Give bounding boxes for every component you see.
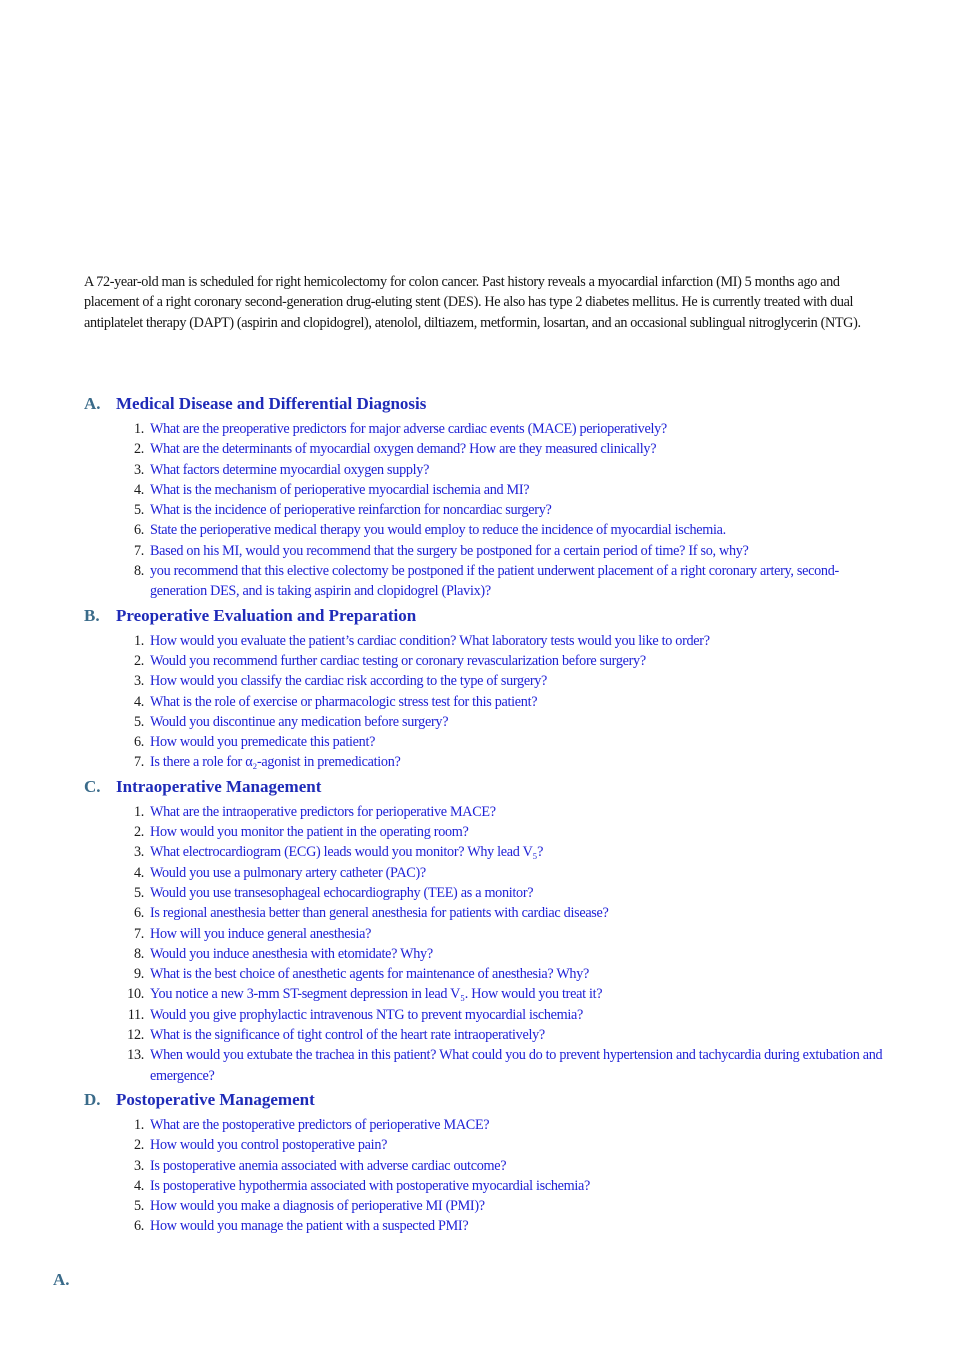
question-text: What are the preoperative predictors for major adverse cardiac events (MACE) perioperatively?	[150, 421, 667, 437]
question-text: How would you monitor the patient in the operating room?	[150, 824, 469, 841]
question-text: Would you recommend further cardiac testing or coronary revascularization before surgery?	[150, 652, 646, 669]
question-number	[84, 1216, 144, 1236]
question-item	[84, 671, 894, 691]
section-b	[84, 606, 894, 773]
question-number	[84, 1196, 144, 1216]
question-number	[84, 712, 144, 732]
question-text: How will you induce general anesthesia?	[150, 925, 372, 942]
question-number	[84, 692, 144, 712]
question-number	[84, 842, 144, 862]
question-text: How would you control postoperative pain?	[150, 1137, 388, 1154]
question-item	[84, 1045, 894, 1086]
section-d	[84, 1090, 894, 1237]
section-title: Medical Disease and Differential Diagnosis	[116, 394, 427, 413]
question-number	[84, 561, 144, 602]
question-item	[84, 732, 894, 752]
question-number	[84, 984, 144, 1004]
question-item	[84, 439, 894, 459]
question-item	[84, 822, 894, 842]
question-number	[84, 903, 144, 923]
question-number-label: 4.	[133, 864, 144, 881]
section-heading	[84, 1090, 894, 1115]
question-item	[84, 419, 894, 439]
question-text: Would you give prophylactic intravenous NTG to prevent myocardial ischemia?	[150, 1006, 583, 1023]
question-text: When would you extubate the trachea in this patient? What could you do to prevent hypertension and tachycardia during extubation and emergence?	[150, 1047, 883, 1084]
question-item	[84, 1196, 894, 1216]
question-number-label: 2.	[133, 652, 144, 669]
question-number	[84, 752, 144, 772]
question-text: How would you evaluate the patient’s cardiac condition? What laboratory tests would you like to order?	[150, 632, 710, 649]
question-number	[84, 419, 144, 439]
question-item	[84, 924, 894, 944]
question-item	[84, 651, 894, 671]
question-item	[84, 500, 894, 520]
question-number-label: 1.	[133, 421, 144, 437]
question-number	[84, 1156, 144, 1176]
question-text: What is the mechanism of perioperative myocardial ischemia and MI?	[150, 481, 530, 498]
question-number	[84, 480, 144, 500]
question-text: What are the determinants of myocardial oxygen demand? How are they measured clinically?	[150, 441, 657, 458]
question-item	[84, 1156, 894, 1176]
question-number	[84, 1005, 144, 1025]
question-number	[84, 944, 144, 964]
question-text: State the perioperative medical therapy you would employ to reduce the incidence of myocardial ischemia.	[150, 522, 726, 539]
question-number-label: 5.	[133, 884, 144, 901]
question-text: How would you classify the cardiac risk according to the type of surgery?	[150, 673, 548, 690]
section-letter: B.	[84, 605, 100, 625]
section-letter: D.	[84, 1089, 101, 1109]
question-text: Would you use transesophageal echocardiography (TEE) as a monitor?	[150, 884, 534, 901]
question-item	[84, 802, 894, 822]
question-number	[84, 671, 144, 691]
question-item	[84, 631, 894, 651]
question-item	[84, 541, 894, 561]
question-number	[84, 1135, 144, 1155]
question-text: Would you use a pulmonary artery catheter (PAC)?	[150, 864, 426, 881]
question-text: Based on his MI, would you recommend that the surgery be postponed for a certain period of time? If so, why?	[150, 542, 749, 559]
question-text: What is the significance of tight control of the heart rate intraoperatively?	[150, 1027, 545, 1044]
question-text: How would you premedicate this patient?	[150, 734, 376, 751]
question-number	[84, 863, 144, 883]
question-item	[84, 842, 894, 862]
question-item	[84, 903, 894, 923]
question-number	[84, 964, 144, 984]
question-number-label: 1.	[133, 1116, 144, 1133]
question-number-label: 11.	[127, 1006, 144, 1023]
question-number	[84, 802, 144, 822]
question-item	[84, 1115, 894, 1135]
question-number	[84, 1045, 144, 1086]
question-text: Is there a role for α₂-agonist in premedication?	[150, 754, 401, 771]
question-number-label: 5.	[133, 713, 144, 730]
question-list	[84, 419, 894, 602]
question-number-label: 2.	[133, 824, 144, 841]
question-number	[84, 541, 144, 561]
question-number-label: 5.	[133, 502, 144, 519]
question-number-label: 4.	[133, 693, 144, 710]
question-number-label: 7.	[133, 925, 144, 942]
question-number	[84, 439, 144, 459]
answer-section-letter: A.	[53, 1270, 70, 1289]
question-number-label: 8.	[133, 563, 144, 580]
question-number	[84, 883, 144, 903]
question-text: Would you discontinue any medication before surgery?	[150, 713, 449, 730]
question-number-label: 4.	[133, 481, 144, 498]
question-text: Would you induce anesthesia with etomidate? Why?	[150, 945, 433, 962]
question-number	[84, 520, 144, 540]
section-title: Postoperative Management	[116, 1089, 315, 1109]
question-item	[84, 964, 894, 984]
question-number	[84, 822, 144, 842]
question-number-label: 6.	[133, 522, 144, 539]
question-text: How would you manage the patient with a suspected PMI?	[150, 1218, 469, 1235]
question-item	[84, 883, 894, 903]
question-number-label: 7.	[133, 754, 144, 771]
question-number-label: 7.	[133, 542, 144, 559]
question-item	[84, 460, 894, 480]
question-text: Is postoperative hypothermia associated with postoperative myocardial ischemia?	[150, 1177, 591, 1194]
question-text: How would you make a diagnosis of perioperative MI (PMI)?	[150, 1198, 485, 1215]
question-number-label: 6.	[133, 734, 144, 751]
question-number-label: 3.	[133, 673, 144, 690]
question-item	[84, 752, 894, 772]
section-c	[84, 777, 894, 1086]
question-number-label: 3.	[133, 844, 144, 861]
question-text: What is the incidence of perioperative reinfarction for noncardiac surgery?	[150, 502, 552, 519]
section-a	[84, 394, 894, 602]
section-title: Intraoperative Management	[116, 776, 322, 796]
question-number	[84, 500, 144, 520]
question-number-label: 1.	[133, 632, 144, 649]
question-text: What is the role of exercise or pharmacologic stress test for this patient?	[150, 693, 538, 710]
question-list	[84, 802, 894, 1086]
question-item	[84, 1216, 894, 1236]
question-item	[84, 712, 894, 732]
question-number-label: 2.	[133, 441, 144, 458]
question-text: You notice a new 3-mm ST-segment depression in lead V₅. How would you treat it?	[150, 986, 603, 1003]
question-number	[84, 460, 144, 480]
question-text: What are the postoperative predictors of perioperative MACE?	[150, 1116, 490, 1133]
question-item	[84, 1176, 894, 1196]
question-item	[84, 520, 894, 540]
question-number-label: 10.	[127, 986, 144, 1003]
question-number-label: 12.	[127, 1027, 144, 1044]
question-text: Is postoperative anemia associated with adverse cardiac outcome?	[150, 1157, 507, 1174]
section-letter: C.	[84, 776, 101, 796]
section-heading	[84, 777, 894, 802]
question-item	[84, 692, 894, 712]
question-text: you recommend that this elective colectomy be postponed if the patient underwent placement of a right coronary artery, second-generation DES, and is taking aspirin and clopidogrel (Plavix)?	[150, 563, 839, 600]
question-text: What are the intraoperative predictors for perioperative MACE?	[150, 803, 496, 820]
question-number-label: 2.	[133, 1137, 144, 1154]
question-item	[84, 1005, 894, 1025]
question-item	[84, 1135, 894, 1155]
question-number-label: 3.	[133, 1157, 144, 1174]
question-number-label: 13.	[127, 1047, 144, 1064]
question-text: What is the best choice of anesthetic agents for maintenance of anesthesia? Why?	[150, 966, 590, 983]
question-item	[84, 863, 894, 883]
question-item	[84, 561, 894, 602]
question-item	[84, 944, 894, 964]
question-text: Is regional anesthesia better than general anesthesia for patients with cardiac disease?	[150, 905, 609, 922]
section-title: Preoperative Evaluation and Preparation	[116, 605, 417, 625]
question-list	[84, 631, 894, 773]
question-text: What factors determine myocardial oxygen supply?	[150, 461, 430, 478]
question-number	[84, 732, 144, 752]
question-number	[84, 1025, 144, 1045]
question-number-label: 1.	[133, 803, 144, 820]
question-item	[84, 984, 894, 1004]
question-number	[84, 1176, 144, 1196]
question-number	[84, 631, 144, 651]
question-number	[84, 651, 144, 671]
question-number-label: 6.	[133, 905, 144, 922]
question-number-label: 5.	[133, 1198, 144, 1215]
question-number	[84, 1115, 144, 1135]
question-text: What electrocardiogram (ECG) leads would you monitor? Why lead V₅?	[150, 844, 544, 861]
question-outline	[84, 394, 894, 1241]
question-number-label: 9.	[133, 966, 144, 983]
question-number-label: 8.	[133, 945, 144, 962]
question-number-label: 4.	[133, 1177, 144, 1194]
section-heading	[84, 606, 894, 631]
question-item	[84, 480, 894, 500]
case-intro-paragraph: A 72-year-old man is scheduled for right hemicolectomy for colon cancer. Past history reveals a myocardial infarction (MI) 5 months ago and placement of a right coronary second-generation drug-eluting stent (DES). He also has type 2 diabetes mellitus. He is currently treated with dual antiplatelet therapy (DAPT) (aspirin and clopidogrel), atenolol, diltiazem, metformin, losartan, and an occasional sublingual nitroglycerin (NTG).	[84, 274, 861, 331]
question-number-label: 6.	[133, 1218, 144, 1235]
question-item	[84, 1025, 894, 1045]
question-list	[84, 1115, 894, 1237]
section-letter: A.	[84, 394, 101, 413]
question-number-label: 3.	[133, 461, 144, 478]
question-number	[84, 924, 144, 944]
section-heading	[84, 394, 894, 419]
